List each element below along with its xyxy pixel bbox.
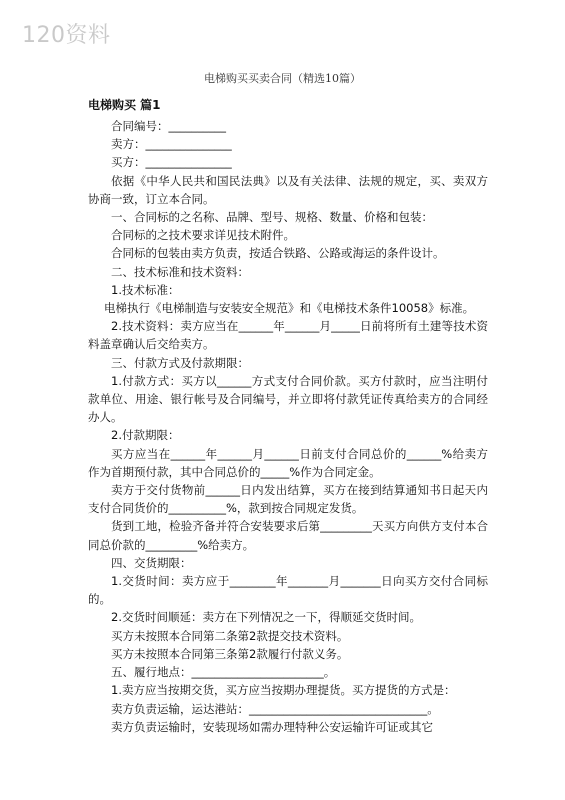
paragraph-p11: 2.技术资料：卖方应当在______年______月_____日前将所有土建等技术资料盖章确认后交给卖方。: [88, 319, 488, 352]
paragraph-p19: 1.交货时间：卖方应于________年_______月_______日向买方交付合同标的。: [88, 574, 488, 607]
document-body: [88, 96, 488, 736]
paragraph-p12: 三、付款方式及付款期限：: [111, 355, 249, 370]
paragraph-p18: 四、交货期限：: [111, 555, 192, 570]
paragraph-p26: 卖方负责运输时，安装现场如需办理特种公安运输许可证或其它: [111, 719, 433, 734]
paragraph-p15: 买方应当在______年______月______日前支付合同总价的______%给卖方作为首期预付款，其中合同总价的_____%作为合同定金。: [88, 446, 488, 479]
paragraph-p8: 二、技术标准和技术资料：: [111, 264, 249, 279]
section-title: 电梯购买 篇1: [88, 98, 161, 112]
paragraph-p6: 合同标的之技术要求详见技术附件。: [111, 228, 295, 243]
paragraph-p14: 2.付款期限：: [111, 428, 180, 443]
watermark: 120资料: [22, 23, 111, 48]
paragraph-p13: 1.付款方式：买方以______方式支付合同价款。买方付款时，应当注明付款单位、用途、银行帐号及合同编号，并立即将付款凭证传真给卖方的合同经办人。: [88, 373, 488, 425]
paragraph-p5: 一、合同标的之名称、品牌、型号、规格、数量、价格和包装：: [111, 210, 433, 225]
paragraph-p3: 买方：_______________: [111, 155, 232, 170]
paragraph-p9: 1.技术标准：: [111, 282, 180, 297]
paragraph-p16: 卖方于交付货物前______日内发出结算，买方在接到结算通知书日起天内支付合同货价的__________%，款到按合同规定发货。: [88, 483, 488, 516]
paragraph-p22: 买方未按照本合同第三条第2款履行付款义务。: [111, 646, 349, 661]
paragraph-p23: 五、履行地点：_______________________。: [111, 665, 336, 680]
paragraph-list: [88, 117, 488, 736]
paragraph-p10: 电梯执行《电梯制造与安装安全规范》和《电梯技术条件10058》标准。: [104, 301, 475, 316]
paragraph-p1: 合同编号：__________: [111, 119, 226, 133]
paragraph-p20: 2.交货时间顺延：卖方在下列情况之一下，得顺延交货时间。: [111, 610, 421, 625]
paragraph-p4: 依据《中华人民共和国民法典》以及有关法律、法规的规定，买、卖双方协商一致，订立本合同。: [88, 173, 488, 206]
paragraph-p24: 1.卖方应当按期交货，买方应当按期办理提货。买方提货的方式是：: [111, 683, 456, 698]
paragraph-p21: 买方未按照本合同第二条第2款提交技术资料。: [111, 628, 349, 643]
paragraph-p7: 合同标的包装由卖方负责，按适合铁路、公路或海运的条件设计。: [111, 246, 445, 261]
document-title: 电梯购买买卖合同（精选10篇）: [204, 72, 361, 85]
paragraph-p17: 货到工地，检验齐备并符合安装要求后第_________天买方向供方支付本合同总价款的_________%给卖方。: [88, 519, 488, 552]
paragraph-p25: 卖方负责运输，运达港站：_______________________________。: [111, 701, 439, 716]
paragraph-p2: 卖方：_______________: [111, 137, 232, 152]
